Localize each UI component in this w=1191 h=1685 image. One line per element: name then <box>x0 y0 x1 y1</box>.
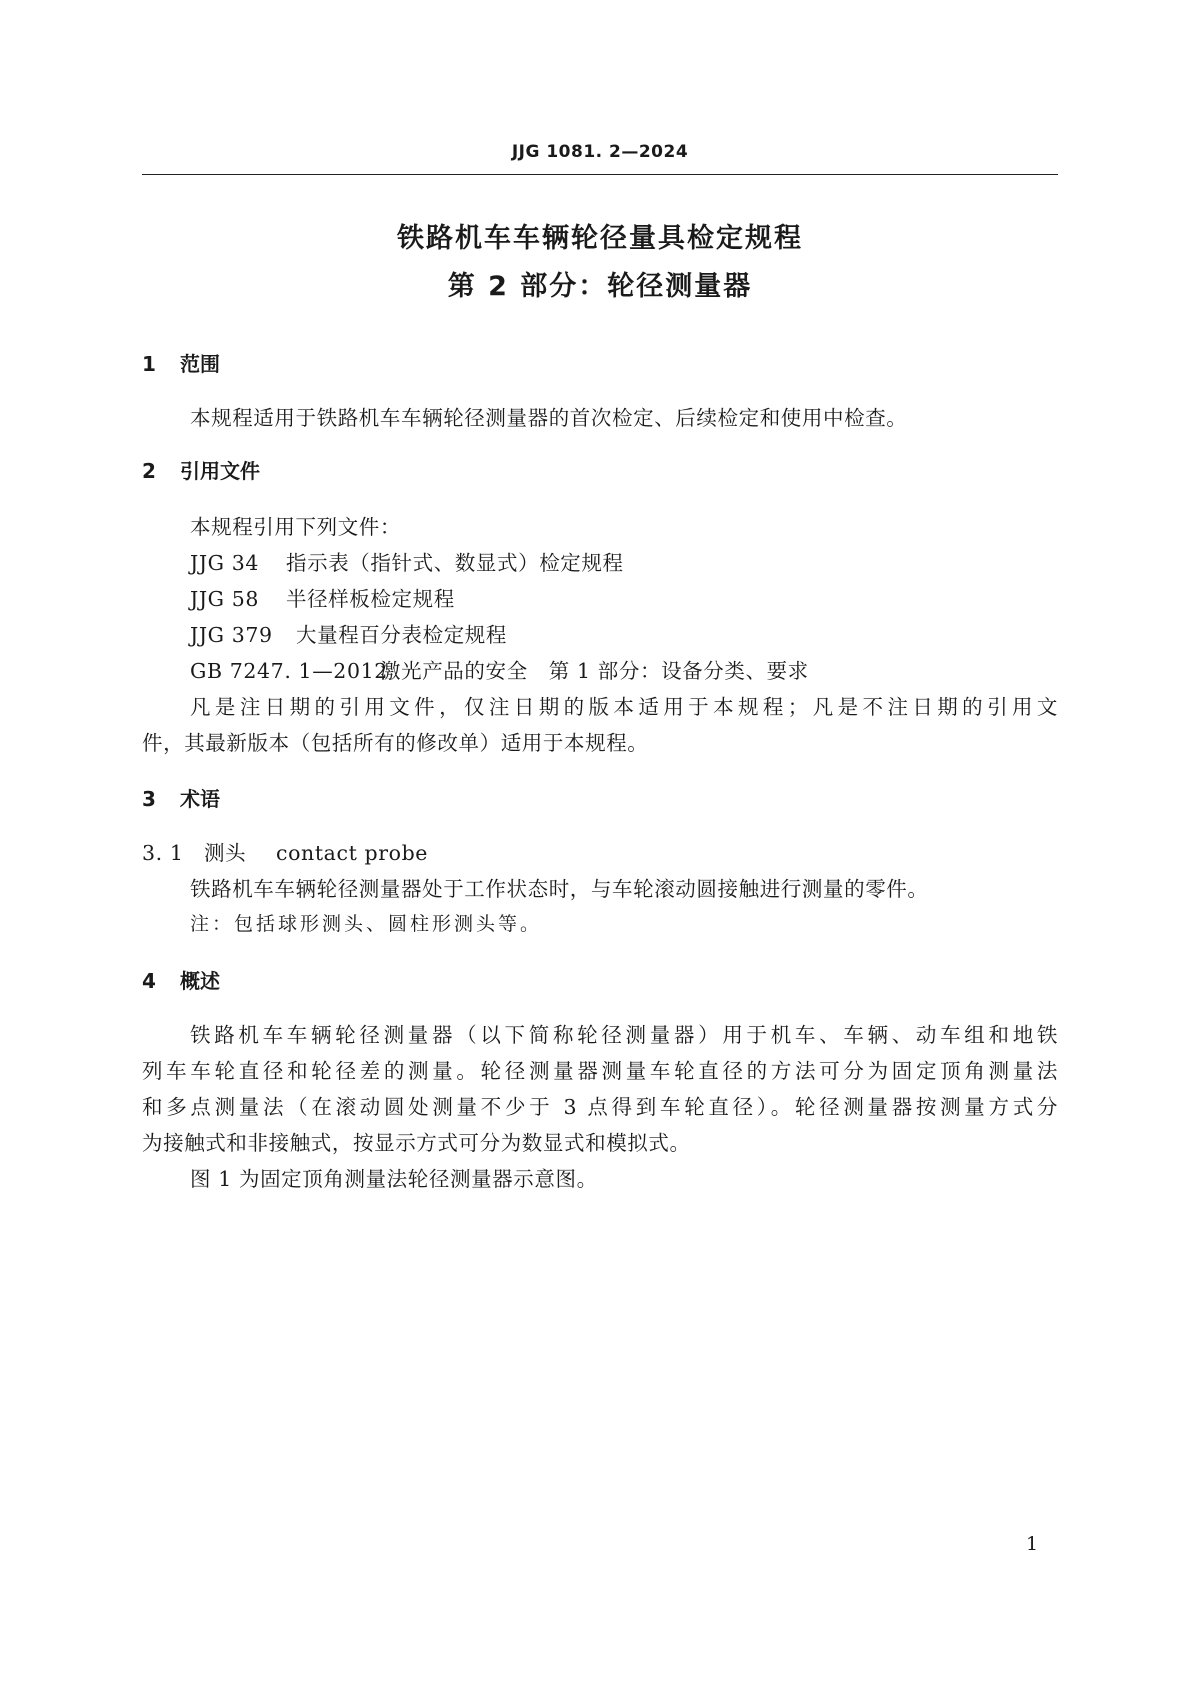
term-entry <box>142 836 428 866</box>
overview-line: 和多点测量法（在滚动圆处测量不少于 3 点得到车轮直径）。轮径测量器按测量方式分 <box>142 1095 1058 1119</box>
section-title: 术语 <box>180 787 220 811</box>
reference-title: 半径样板检定规程 <box>286 587 455 611</box>
section-number: 1 <box>142 352 156 376</box>
section-number: 3 <box>142 787 156 811</box>
section-number: 4 <box>142 969 156 993</box>
reference-code: JJG 34 <box>190 551 260 575</box>
document-title: 铁路机车车辆轮径量具检定规程 <box>397 223 803 254</box>
reference-title: 指示表（指针式、数显式）检定规程 <box>286 551 624 575</box>
overview-line: 铁路机车车辆轮径测量器（以下简称轮径测量器）用于机车、车辆、动车组和地铁 <box>190 1023 1058 1047</box>
reference-code: JJG 58 <box>190 587 260 611</box>
references-note-line: 凡是注日期的引用文件，仅注日期的版本适用于本规程；凡是不注日期的引用文 <box>190 695 1058 719</box>
overview-line: 列车车轮直径和轮径差的测量。轮径测量器测量车轮直径的方法可分为固定顶角测量法 <box>142 1059 1058 1083</box>
reference-item <box>190 654 809 684</box>
references-intro: 本规程引用下列文件： <box>190 515 401 539</box>
section-3-heading <box>142 783 220 812</box>
reference-item <box>190 546 624 576</box>
overview-line: 为接触式和非接触式，按显示方式可分为数显式和模拟式。 <box>142 1131 691 1155</box>
section-4-heading <box>142 965 220 994</box>
section-title: 引用文件 <box>180 459 260 483</box>
term-number: 3. 1 <box>142 841 184 865</box>
references-note-line: 件，其最新版本（包括所有的修改单）适用于本规程。 <box>142 731 649 755</box>
header-rule <box>142 174 1058 175</box>
section-title: 范围 <box>180 352 220 376</box>
section-2-heading <box>142 455 260 484</box>
term-note: 注：包括球形测头、圆柱形测头等。 <box>190 913 543 935</box>
section-number: 2 <box>142 459 156 483</box>
reference-title: 激光产品的安全 第 1 部分：设备分类、要求 <box>380 659 809 683</box>
reference-code: GB 7247. 1—2012 <box>190 659 388 683</box>
term-chinese: 测头 <box>204 841 247 865</box>
reference-code: JJG 379 <box>190 623 273 647</box>
section-1-body: 本规程适用于铁路机车车辆轮径测量器的首次检定、后续检定和使用中检查。 <box>190 406 908 430</box>
section-1-heading <box>142 348 220 377</box>
overview-line: 图 1 为固定顶角测量法轮径测量器示意图。 <box>190 1167 598 1191</box>
reference-item <box>190 582 455 612</box>
reference-item <box>190 618 507 648</box>
section-title: 概述 <box>180 969 220 993</box>
term-definition: 铁路机车车辆轮径测量器处于工作状态时，与车轮滚动圆接触进行测量的零件。 <box>190 877 929 901</box>
document-subtitle: 第 2 部分：轮径测量器 <box>447 271 753 302</box>
page-number: 1 <box>1026 1533 1039 1555</box>
term-english: contact probe <box>276 841 429 865</box>
running-header: JJG 1081. 2—2024 <box>511 142 689 162</box>
reference-title: 大量程百分表检定规程 <box>296 623 507 647</box>
